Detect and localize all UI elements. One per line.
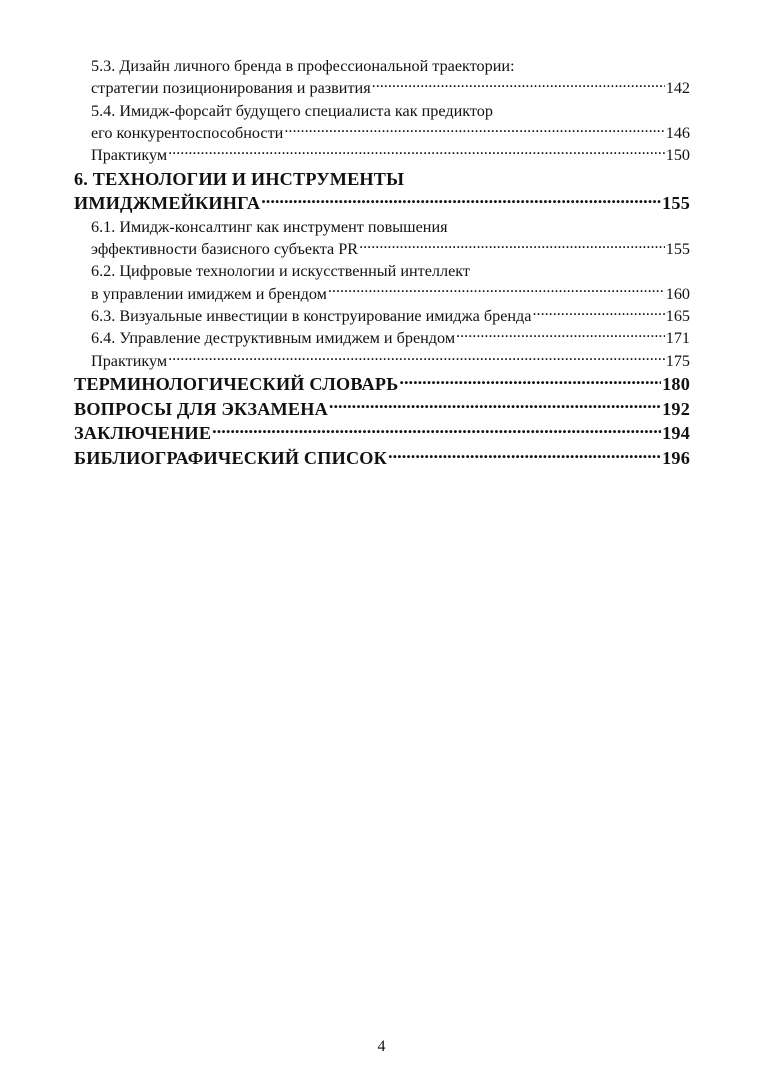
toc-page-number: 192 [662,398,690,419]
toc-entry[interactable] [74,260,690,305]
dot-leader [212,421,661,439]
toc-entry[interactable] [74,327,690,349]
toc-entry-title-line: 6.2. Цифровые технологии и искусственный интеллект [91,262,470,281]
toc-page-number: 142 [665,79,690,98]
toc-entry-title: 6.4. Управление деструктивным имиджем и брендом [91,329,456,348]
toc-page-number: 175 [665,351,690,370]
toc-entry-title: его конкурентоспособности [91,123,284,142]
toc-entry-title-line: 5.3. Дизайн личного бренда в профессиональной траектории: [91,57,515,75]
table-of-contents [74,55,690,470]
toc-entry-title: ИМИДЖМЕЙКИНГА [74,193,261,214]
toc-entry[interactable] [74,397,690,422]
toc-entry-title: 6.3. Визуальные инвестиции в конструирование имиджа бренда [91,306,532,325]
toc-entry[interactable] [74,216,690,261]
toc-entry-row [91,327,690,349]
toc-entry[interactable] [74,55,690,100]
dot-leader [388,446,661,464]
toc-entry-title: в управлении имиджем и брендом [91,284,327,303]
toc-entry[interactable] [74,421,690,446]
dot-leader [261,191,661,209]
toc-entry-row [74,421,690,446]
dot-leader [168,144,665,160]
toc-entry-title-line: 6.1. Имидж-консалтинг как инструмент повышения [91,217,448,236]
toc-page-number: 150 [665,146,690,165]
toc-entry-row [91,144,690,166]
toc-entry-row [91,305,690,327]
toc-page-number: 160 [665,284,690,303]
toc-entry-title: эффективности базисного субъекта PR [91,239,359,258]
dot-leader [532,305,664,321]
toc-entry-row [74,191,690,216]
toc-page-number: 194 [662,423,690,444]
toc-entry[interactable] [74,372,690,397]
toc-page-number: 155 [665,239,690,258]
toc-entry[interactable] [74,100,690,145]
toc-entry-title: ВОПРОСЫ ДЛЯ ЭКЗАМЕНА [74,398,328,419]
toc-entry-title-line: 5.4. Имидж-форсайт будущего специалиста как предиктор [91,101,493,120]
toc-entry-row [74,372,690,397]
toc-entry-row [74,397,690,422]
toc-entry-row [91,238,690,260]
toc-entry-title: стратегии позиционирования и развития [91,79,371,98]
toc-entry-title: ТЕРМИНОЛОГИЧЕСКИЙ СЛОВАРЬ [74,374,399,395]
dot-leader [456,327,665,343]
toc-entry-row [91,77,690,99]
toc-entry[interactable] [74,350,690,372]
toc-entry-title: БИБЛИОГРАФИЧЕСКИЙ СПИСОК [74,447,388,468]
toc-entry-row [91,282,690,304]
toc-page-number: 155 [662,193,690,214]
toc-entry-row [91,122,690,144]
toc-page-number: 146 [665,123,690,142]
toc-entry-row [91,350,690,372]
toc-entry[interactable] [74,144,690,166]
toc-page-number: 180 [662,374,690,395]
dot-leader [328,282,665,298]
toc-entry-title: Практикум [91,351,168,370]
dot-leader [372,77,665,93]
toc-page-number: 165 [665,306,690,325]
toc-entry-title: Практикум [91,146,168,165]
dot-leader [284,122,664,138]
toc-entry[interactable] [74,167,690,216]
toc-page-number: 171 [665,329,690,348]
toc-entry-title: ЗАКЛЮЧЕНИЕ [74,423,212,444]
toc-entry[interactable] [74,305,690,327]
dot-leader [359,238,665,254]
toc-entry-title-line: 6. ТЕХНОЛОГИИ И ИНСТРУМЕНТЫ [74,168,405,189]
dot-leader [168,350,665,366]
toc-entry-row [74,446,690,471]
toc-page-number: 196 [662,447,690,468]
page-number: 4 [377,1038,386,1055]
dot-leader [399,372,661,390]
toc-entry[interactable] [74,446,690,471]
dot-leader [329,397,661,415]
